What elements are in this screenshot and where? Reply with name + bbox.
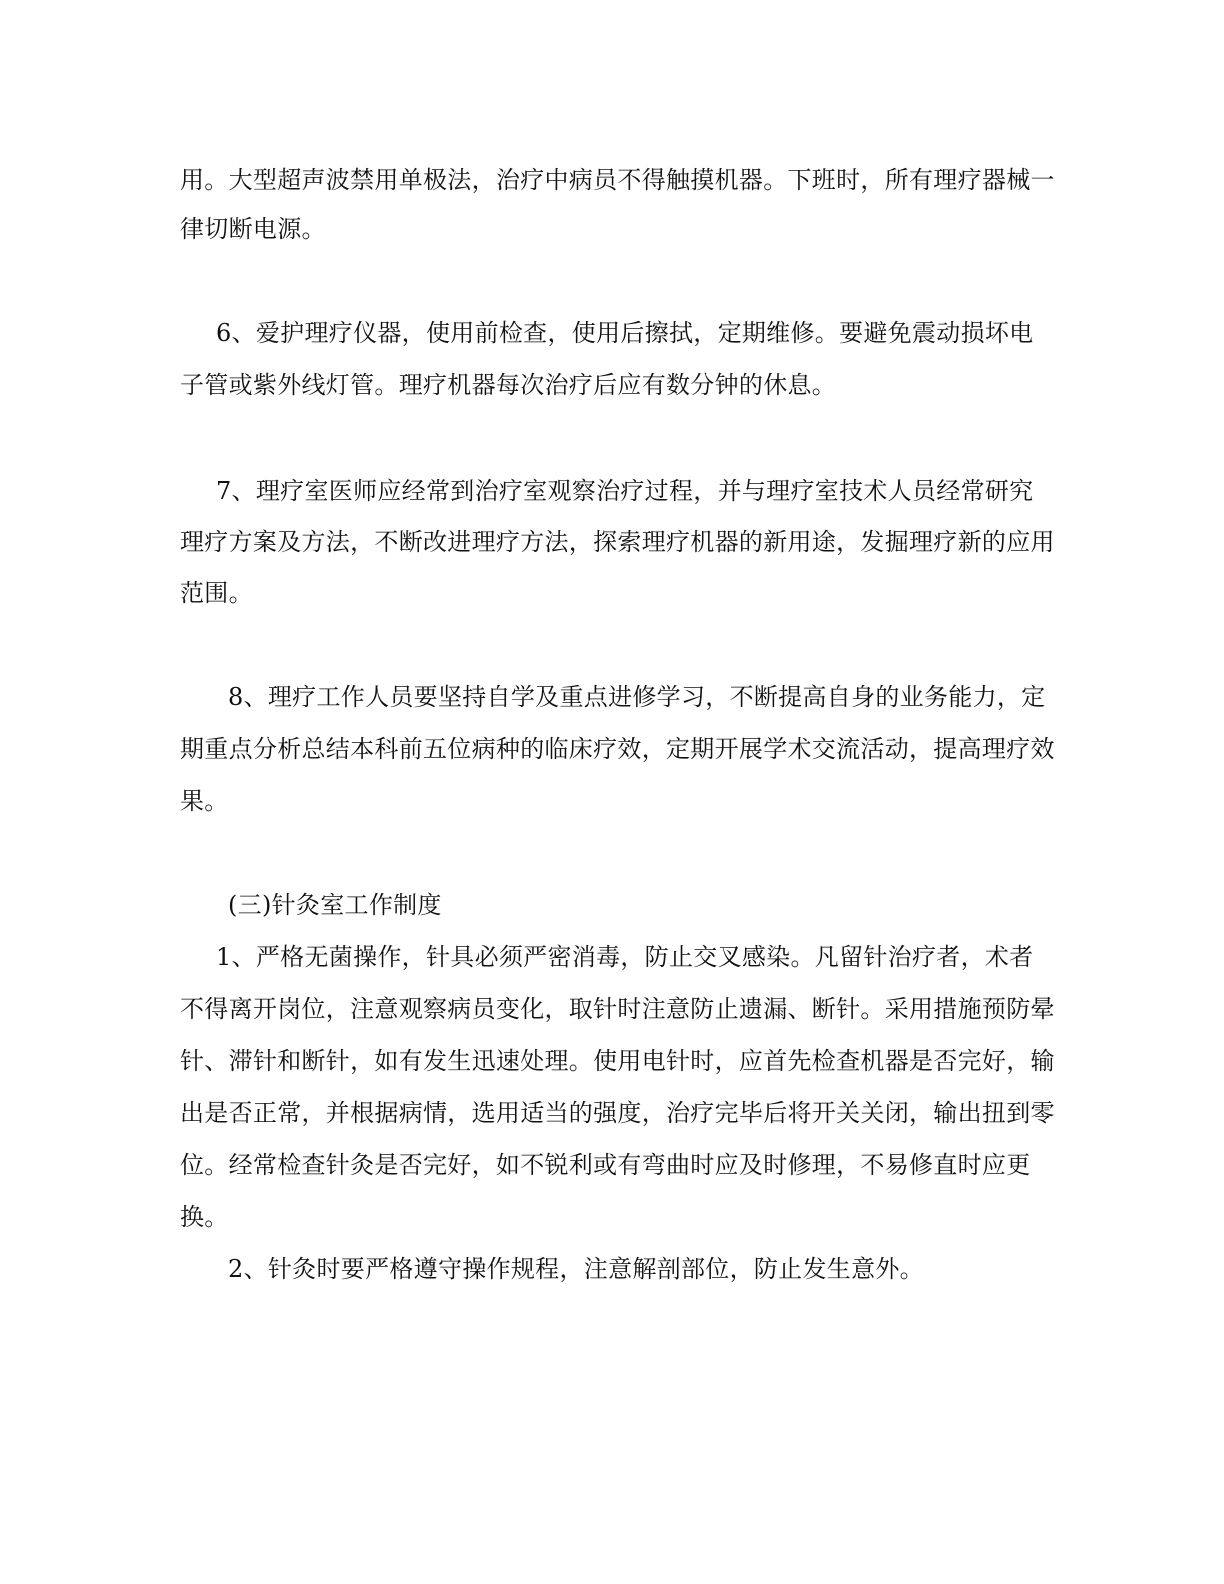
paragraph-7-start: 7、理疗室医师应经常到治疗室观察治疗过程，并与理疗室技术人员经常研究 (216, 477, 1034, 505)
text-line: 律切断电源。 (180, 215, 326, 243)
paragraph-6-start: 6、爱护理疗仪器，使用前检查，使用后擦拭，定期维修。要避免震动损坏电 (216, 319, 1034, 347)
text-line: 果。 (180, 787, 229, 815)
text-line: 理疗方案及方法，不断改进理疗方法，探索理疗机器的新用途，发掘理疗新的应用 (180, 528, 1055, 556)
text-line: 位。经常检查针灸是否完好，如不锐利或有弯曲时应及时修理，不易修直时应更 (180, 1151, 1031, 1179)
paragraph-8-start: 8、理疗工作人员要坚持自学及重点进修学习，不断提高自身的业务能力，定 (228, 683, 1046, 711)
text-line: 子管或紫外线灯管。理疗机器每次治疗后应有数分钟的休息。 (180, 371, 837, 399)
text-line: 针、滞针和断针，如有发生迅速处理。使用电针时，应首先检查机器是否完好，输 (180, 1047, 1055, 1075)
paragraph-1-start: 1、严格无菌操作，针具必须严密消毒，防止交叉感染。凡留针治疗者，术者 (216, 943, 1034, 971)
text-line: 范围。 (180, 579, 253, 607)
section-heading: (三)针灸室工作制度 (228, 891, 442, 919)
text-line: 换。 (180, 1203, 229, 1231)
text-line: 不得离开岗位，注意观察病员变化，取针时注意防止遗漏、断针。采用措施预防晕 (180, 995, 1055, 1023)
text-line: 用。大型超声波禁用单极法，治疗中病员不得触摸机器。下班时，所有理疗器械一 (180, 166, 1055, 194)
text-line: 出是否正常，并根据病情，选用适当的强度，治疗完毕后将开关关闭，输出扭到零 (180, 1099, 1055, 1127)
paragraph-2-start: 2、针灸时要严格遵守操作规程，注意解剖部位，防止发生意外。 (228, 1255, 924, 1283)
text-line: 期重点分析总结本科前五位病种的临床疗效，定期开展学术交流活动，提高理疗效 (180, 735, 1055, 763)
